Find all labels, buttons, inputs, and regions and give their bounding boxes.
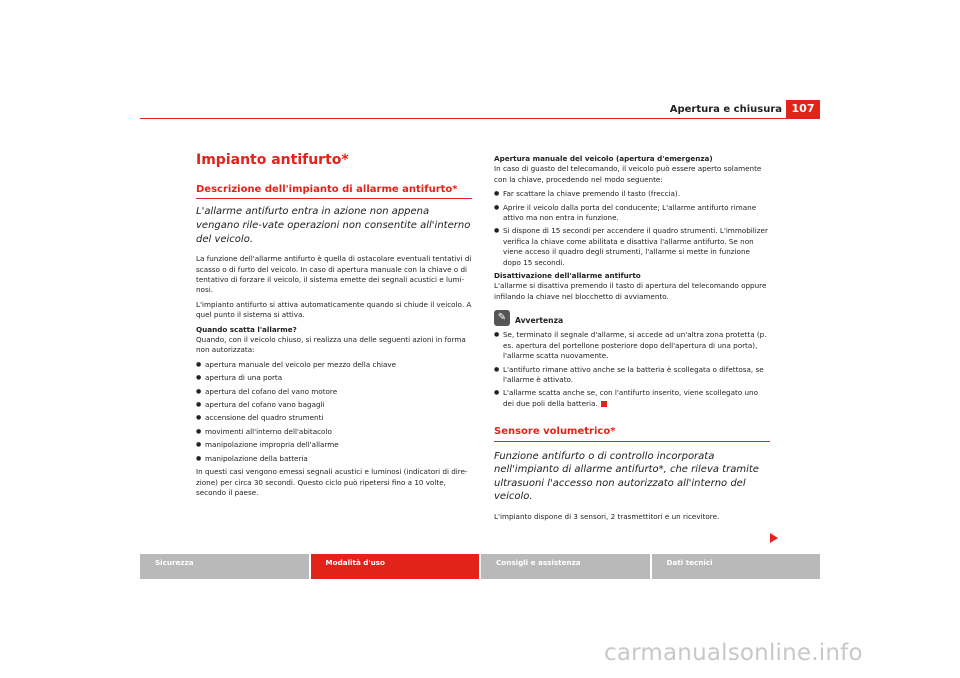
paragraph: In caso di guasto del telecomando, il veicolo può essere aperto solamente con la chiave, procedendo nel modo seguente:	[494, 164, 762, 184]
paragraph: La funzione dell'allarme antifurto è quella di ostacolare eventuali tentativi di scasso o di furto del veicolo. In caso di apertura manuale con la chiave o di tentativo di forzare il veicolo, il sistema emette dei segnali acustici e lumi-nosi.	[196, 254, 472, 295]
header-divider	[140, 118, 820, 119]
tab-dati-tecnici[interactable]: Dati tecnici	[652, 554, 821, 579]
warning-title: Avvertenza	[515, 315, 564, 325]
list-item: ● Far scattare la chiave premendo il tasto (freccia).	[494, 189, 770, 199]
subheading: Disattivazione dell'allarme antifurto	[494, 271, 641, 281]
emergency-steps-list	[494, 189, 770, 268]
paragraph: In questi casi vengono emessi segnali acustici e luminosi (indicatori di dire-zione) per circa 30 secondi. Questo ciclo può ripetersi fino a 10 volte, secondo il paese.	[196, 467, 468, 497]
warning-box	[494, 310, 770, 326]
section-heading: Sensore volumetrico*	[494, 427, 770, 441]
list-item: ● L'antifurto rimane attivo anche se la batteria è scollegata o difettosa, se l'allarme è attivato.	[494, 365, 770, 386]
section-heading: Descrizione dell'impianto di allarme antifurto*	[196, 185, 472, 199]
paragraph: L'allarme si disattiva premendo il tasto di apertura del telecomando oppure infilando la chiave nel blocchetto di avviamento.	[494, 281, 767, 301]
list-item: ● Se, terminato il segnale d'allarme, si accede ad un'altra zona protetta (p. es. apertura del portellone posteriore dopo dell'apertura di una porta), l'allarme scatta nuovamente.	[494, 330, 770, 361]
list-item: ● apertura del cofano del vano motore	[196, 387, 472, 397]
subheading: Quando scatta l'allarme?	[196, 324, 297, 334]
tab-modalita-uso[interactable]: Modalità d'uso	[311, 554, 480, 579]
tab-sicurezza[interactable]: Sicurezza	[140, 554, 309, 579]
running-header: Apertura e chiusura	[669, 104, 782, 115]
list-item-text: L'allarme scatta anche se, con l'antifurto inserito, viene scollegato uno dei due poli della batteria.	[503, 388, 759, 408]
list-item: ● Aprire il veicolo dalla porta del conducente; L'allarme antifurto rimane attivo ma non entra in funzione.	[494, 203, 770, 224]
warning-list	[494, 330, 770, 409]
section-lead: Funzione antifurto o di controllo incorporata nell'impianto di allarme antifurto*, che rileva tramite ultrasuoni l'accesso non autorizzato all'interno del veicolo.	[494, 450, 759, 503]
tab-consigli-assistenza[interactable]: Consigli e assistenza	[481, 554, 650, 579]
continue-arrow-icon	[770, 533, 778, 543]
left-column	[196, 185, 472, 502]
watermark: carmanualsonline.info	[604, 640, 863, 666]
volumetric-sensor-section	[494, 427, 770, 522]
list-item: ● Si dispone di 15 secondi per accendere il quadro strumenti. L'immobilizer verifica la chiave come abilitata e disattiva l'allarme antifurto. Se non viene acceso il quadro degli strumenti, l'allarme si mette in funzione dopo 15 secondi.	[494, 226, 770, 268]
section-lead: L'allarme antifurto entra in azione non appena vengano rile-vate operazioni non consentite all'interno del veicolo.	[196, 206, 471, 245]
list-item: ● apertura del cofano vano bagagli	[196, 400, 472, 410]
subheading: Apertura manuale del veicolo (apertura d'emergenza)	[494, 154, 713, 163]
page-title: Impianto antifurto*	[196, 152, 349, 168]
right-column	[494, 154, 770, 526]
paragraph: Quando, con il veicolo chiuso, si realizza una delle seguenti azioni in forma non autorizzata:	[196, 335, 466, 355]
list-item	[494, 388, 770, 409]
note-icon: ✎	[494, 310, 510, 326]
footer-tabs	[140, 554, 820, 579]
page-number: 107	[786, 100, 820, 118]
paragraph: L'impianto dispone di 3 sensori, 2 trasmettitori e un ricevitore.	[494, 511, 720, 521]
alarm-trigger-list	[196, 360, 472, 464]
list-item: ● manipolazione della batteria	[196, 454, 472, 464]
list-item: ● manipolazione impropria dell'allarme	[196, 440, 472, 450]
list-item: ● apertura manuale del veicolo per mezzo della chiave	[196, 360, 472, 370]
list-item: ● movimenti all'interno dell'abitacolo	[196, 427, 472, 437]
list-item: ● apertura di una porta	[196, 373, 472, 383]
paragraph: L'impianto antifurto si attiva automaticamente quando si chiude il veicolo. A quel punto il sistema si attiva.	[196, 299, 472, 320]
list-item: ● accensione del quadro strumenti	[196, 413, 472, 423]
end-of-section-icon	[601, 401, 607, 407]
